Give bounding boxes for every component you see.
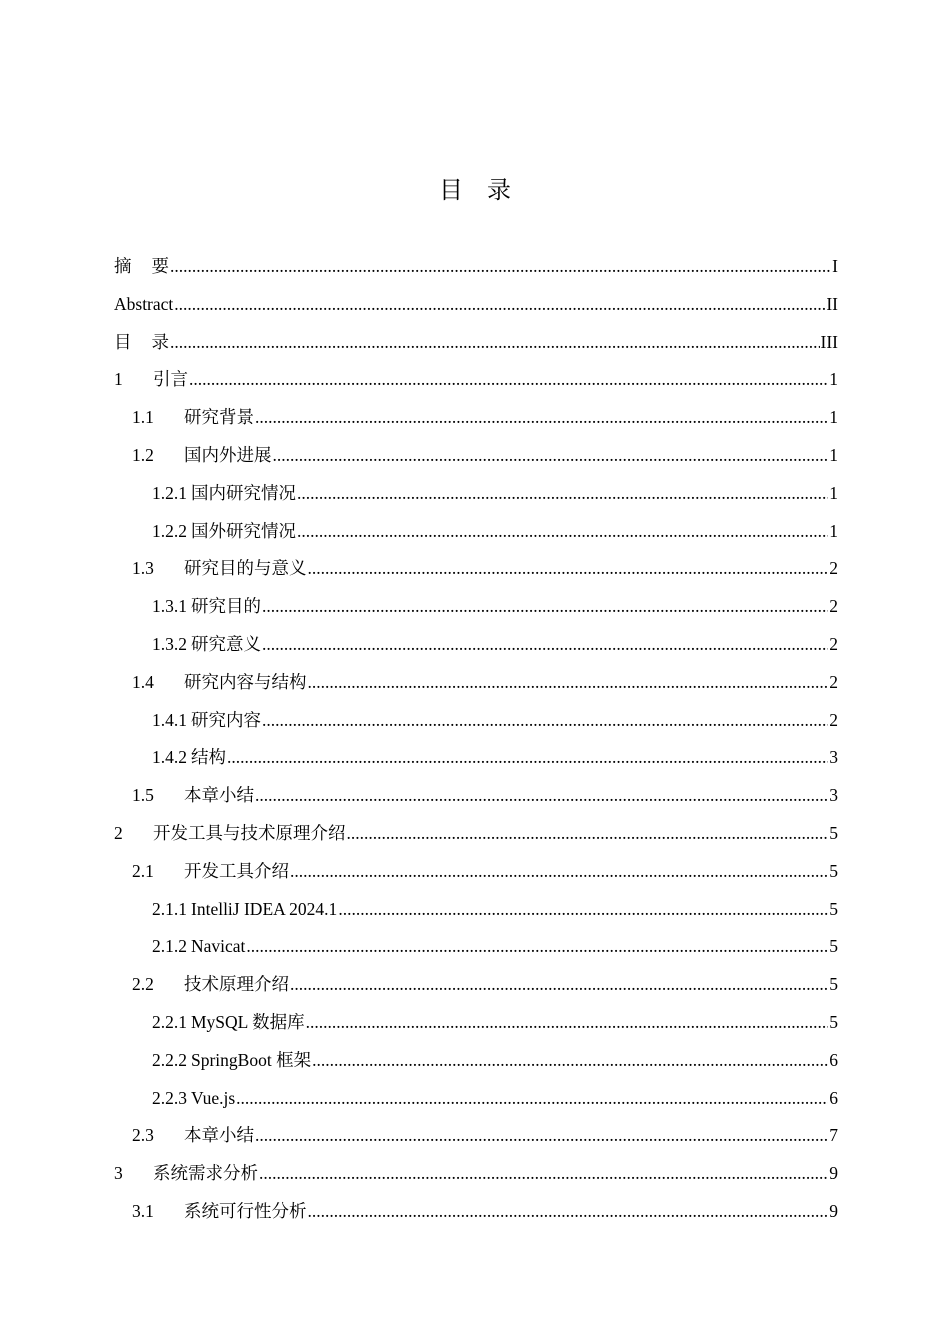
toc-entry-number: 1.2 (132, 444, 154, 465)
toc-dot-leader (297, 513, 828, 551)
toc-dot-leader (189, 361, 828, 399)
toc-entry[interactable] (114, 1155, 838, 1193)
toc-dot-leader (273, 437, 829, 475)
toc-entry-page-number: 5 (829, 860, 838, 881)
toc-entry-title (114, 248, 169, 286)
toc-dot-leader (290, 853, 828, 891)
toc-dot-leader (255, 1117, 828, 1155)
toc-entry-number: 1.1 (132, 407, 154, 428)
toc-entry[interactable] (114, 1193, 838, 1231)
toc-entry-number: 3 (114, 1163, 123, 1184)
toc-entry-page-number: 5 (829, 936, 838, 957)
toc-dot-leader (170, 248, 831, 286)
toc-entry-number: 2.1.2 (152, 936, 187, 957)
toc-entry[interactable] (114, 815, 838, 853)
toc-dot-leader (246, 928, 828, 966)
toc-entry[interactable] (114, 1080, 838, 1118)
table-of-contents (114, 248, 838, 1231)
toc-entry-title: 技术原理介绍 (184, 974, 289, 995)
toc-entry[interactable] (114, 550, 838, 588)
toc-entry-page-number: 2 (829, 558, 838, 579)
toc-entry-title: Abstract (114, 293, 174, 314)
toc-entry-number: 1.2.2 (152, 520, 187, 541)
toc-entry-number: 1.4 (132, 671, 154, 692)
toc-entry[interactable] (114, 928, 838, 966)
toc-entry-number: 1.4.2 (152, 747, 187, 768)
toc-entry-page-number: 9 (829, 1200, 838, 1221)
toc-entry-title: 研究内容与结构 (184, 671, 307, 692)
toc-entry-title: 本章小结 (184, 1125, 254, 1146)
toc-dot-leader (255, 399, 828, 437)
toc-entry-title: 系统可行性分析 (184, 1200, 307, 1221)
toc-entry[interactable] (114, 437, 838, 475)
toc-entry[interactable] (114, 286, 838, 324)
toc-entry[interactable] (114, 1004, 838, 1042)
toc-entry-title: 国内外进展 (184, 444, 272, 465)
toc-dot-leader (236, 1080, 828, 1118)
toc-entry[interactable] (114, 966, 838, 1004)
toc-dot-leader (262, 588, 828, 626)
toc-entry-page-number: 2 (829, 671, 838, 692)
toc-entry-page-number: 6 (829, 1087, 838, 1108)
toc-entry-page-number: 2 (829, 709, 838, 730)
toc-entry-page-number: 1 (829, 520, 838, 541)
toc-entry-page-number: 1 (829, 369, 838, 390)
toc-entry-title: 研究意义 (191, 633, 261, 654)
toc-entry-page-number: 5 (829, 974, 838, 995)
toc-entry-page-number: 5 (829, 1011, 838, 1032)
toc-entry-page-number: 9 (829, 1163, 838, 1184)
toc-dot-leader (170, 324, 820, 362)
toc-entry-number: 1.3.1 (152, 596, 187, 617)
toc-entry-page-number: I (832, 256, 838, 276)
toc-entry-title: 研究背景 (184, 407, 254, 428)
toc-entry[interactable] (114, 891, 838, 929)
toc-entry-number: 2.2.2 (152, 1049, 187, 1070)
toc-dot-leader (290, 966, 828, 1004)
toc-entry-title-char: 要 (151, 256, 169, 276)
toc-dot-leader (227, 739, 828, 777)
toc-entry-title (114, 324, 169, 362)
toc-entry-title: Navicat (191, 936, 246, 957)
toc-entry-page-number: 5 (829, 822, 838, 843)
toc-dot-leader (347, 815, 829, 853)
toc-entry-number: 1.5 (132, 785, 154, 806)
toc-dot-leader (308, 1193, 829, 1231)
toc-entry-title: 研究目的 (191, 596, 261, 617)
toc-entry-number: 2.1 (132, 860, 154, 881)
page-title-part-1: 目 (439, 176, 463, 204)
toc-entry[interactable] (114, 513, 838, 551)
toc-dot-leader (312, 1042, 828, 1080)
toc-dot-leader (308, 664, 829, 702)
toc-dot-leader (262, 702, 828, 740)
toc-entry-page-number: 1 (829, 407, 838, 428)
toc-dot-leader (297, 475, 828, 513)
toc-entry[interactable] (114, 853, 838, 891)
toc-entry-title: 本章小结 (184, 785, 254, 806)
toc-dot-leader (308, 550, 829, 588)
toc-entry-number: 2.2.1 (152, 1011, 187, 1032)
toc-entry-title: 引言 (153, 369, 188, 390)
toc-entry[interactable] (114, 324, 838, 362)
toc-dot-leader (306, 1004, 829, 1042)
toc-entry[interactable] (114, 248, 838, 286)
page-title (0, 170, 950, 205)
toc-entry-page-number: II (826, 293, 838, 314)
toc-entry-page-number: 1 (829, 482, 838, 503)
toc-entry-page-number: 2 (829, 633, 838, 654)
toc-entry[interactable] (114, 626, 838, 664)
toc-entry-title: Vue.js (191, 1087, 236, 1108)
toc-entry[interactable] (114, 777, 838, 815)
toc-entry-title: 开发工具与技术原理介绍 (153, 822, 346, 843)
toc-entry-page-number: III (820, 331, 838, 352)
toc-dot-leader (338, 891, 828, 929)
toc-entry[interactable] (114, 702, 838, 740)
toc-entry-title: IntelliJ IDEA 2024.1 (191, 898, 338, 919)
toc-entry-title: 研究目的与意义 (184, 558, 307, 579)
toc-entry-title: 开发工具介绍 (184, 860, 289, 881)
toc-entry[interactable] (114, 361, 838, 399)
toc-dot-leader (262, 626, 828, 664)
toc-entry-page-number: 3 (829, 785, 838, 806)
toc-entry-number: 2.3 (132, 1125, 154, 1146)
toc-entry-number: 2.2.3 (152, 1087, 187, 1108)
toc-entry[interactable] (114, 399, 838, 437)
toc-entry-title: 国内研究情况 (191, 482, 296, 503)
toc-entry-number: 3.1 (132, 1200, 154, 1221)
toc-entry-page-number: 7 (829, 1125, 838, 1146)
toc-dot-leader (174, 286, 825, 324)
toc-entry-title-char: 目 (114, 331, 132, 352)
toc-entry-title: SpringBoot 框架 (191, 1049, 312, 1070)
toc-entry-title: MySQL 数据库 (191, 1011, 305, 1032)
toc-entry[interactable] (114, 664, 838, 702)
toc-dot-leader (259, 1155, 828, 1193)
toc-entry-page-number: 1 (829, 444, 838, 465)
toc-entry[interactable] (114, 739, 838, 777)
toc-entry-title: 国外研究情况 (191, 520, 296, 541)
toc-entry-number: 1.3 (132, 558, 154, 579)
toc-entry-number: 1 (114, 369, 123, 390)
toc-entry-title: 研究内容 (191, 709, 261, 730)
page-title-part-2: 录 (487, 176, 511, 204)
toc-entry[interactable] (114, 475, 838, 513)
toc-entry-title: 结构 (191, 747, 226, 768)
toc-entry-number: 2.2 (132, 974, 154, 995)
toc-entry-number: 1.2.1 (152, 482, 187, 503)
toc-entry-number: 1.3.2 (152, 633, 187, 654)
toc-entry-number: 2.1.1 (152, 898, 187, 919)
toc-entry-title-char: 摘 (114, 256, 132, 276)
toc-entry[interactable] (114, 1117, 838, 1155)
toc-entry-title-char: 录 (151, 331, 169, 352)
toc-entry-number: 1.4.1 (152, 709, 187, 730)
toc-entry-page-number: 3 (829, 747, 838, 768)
toc-dot-leader (255, 777, 828, 815)
toc-entry-page-number: 6 (829, 1049, 838, 1070)
toc-entry-page-number: 2 (829, 596, 838, 617)
toc-entry-number: 2 (114, 822, 123, 843)
toc-entry[interactable] (114, 1042, 838, 1080)
toc-entry-page-number: 5 (829, 898, 838, 919)
toc-entry[interactable] (114, 588, 838, 626)
toc-entry-title: 系统需求分析 (153, 1163, 258, 1184)
